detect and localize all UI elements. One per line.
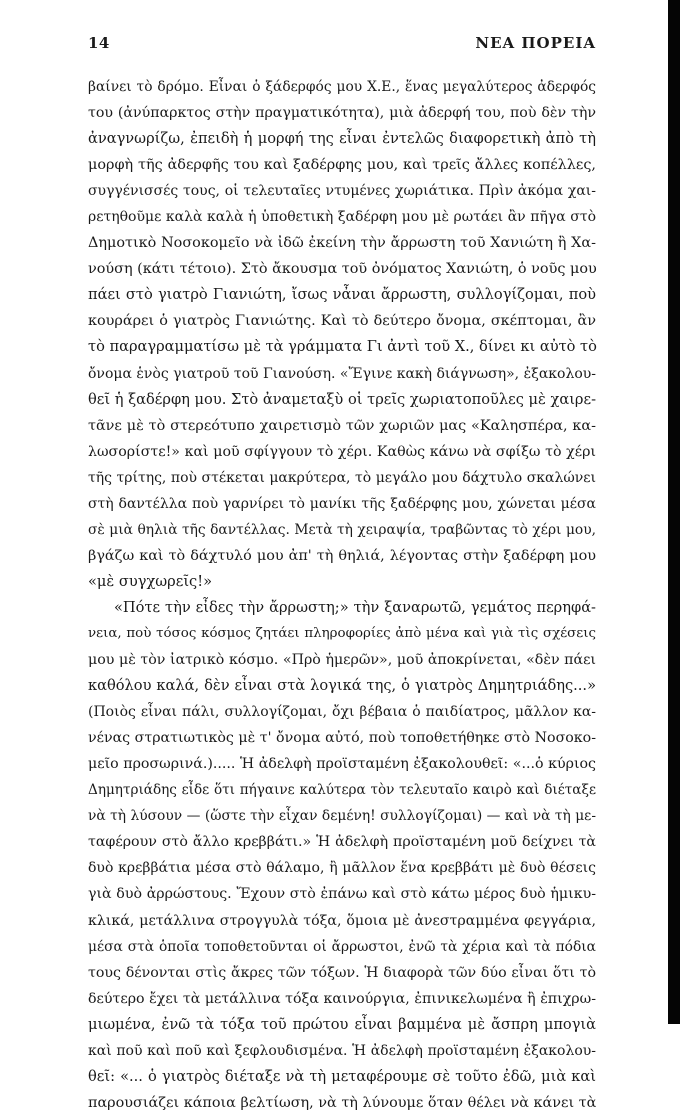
text-line: καὶ ποῦ καὶ ποῦ καὶ ξεφλουδισμένα. Ἡ ἀδελφὴ προϊσταμένη ἐξακολου-	[88, 1042, 596, 1059]
text-line: νούση (κάτι τέτοιο). Στὸ ἄκουσμα τοῦ ὀνόματος Χανιώτη, ὁ νοῦς μου	[88, 261, 597, 278]
text-line: πάει στὸ γιατρὸ Γιανιώτη, ἴσως νἆναι ἄρρωστη, συλλογίζομαι, ποὺ	[88, 286, 596, 304]
body-text	[88, 74, 596, 1116]
running-header	[88, 34, 596, 62]
text-line: στὴ δαντέλλα ποὺ γαρνίρει τὸ μανίκι τῆς ξαδέρφης μου, χώνεται μέσα	[88, 495, 596, 512]
text-line: μιωμένα, ἐνῶ τὰ τόξα τοῦ πρώτου εἶναι βαμμένα μὲ ἄσπρη μπογιὰ	[88, 1015, 596, 1033]
text-line: θεῖ ἡ ξαδέρφη μου. Στὸ ἀναμεταξὺ οἱ τρεῖς χωριατοποῦλες μὲ χαιρε-	[88, 390, 596, 408]
text-line: ἀναγνωρίζω, ἐπειδὴ ἡ μορφή της εἶναι ἐντελῶς διαφορετικὴ ἀπὸ τὴ	[88, 130, 596, 148]
text-line: του (ἀνύπαρκτος στὴν πραγματικότητα), μιὰ ἀδερφή του, ποὺ δὲν τὴν	[88, 105, 596, 122]
page-number: 14	[88, 34, 110, 52]
text-line: τους δένονται στὶς ἄκρες τῶν τόξων. Ἡ διαφορὰ τῶν δύο εἶναι ὅτι τὸ	[88, 964, 596, 981]
text-line: λωσορίστε!» καὶ μοῦ σφίγγουν τὸ χέρι. Καθὼς κάνω νὰ σφίξω τὸ χέρι	[88, 443, 596, 460]
text-line: Δημητριάδης εἶδε ὅτι πήγαινε καλύτερα τὸν τελευταῖο καιρὸ καὶ διέταξε	[88, 782, 596, 799]
text-line: δεύτερο ἔχει τὰ μετάλλινα τόξα καινούργια, ἐπινικελωμένα ἢ ἐπιχρω-	[88, 990, 596, 1007]
text-line: βαίνει τὸ δρόμο. Εἶναι ὁ ξάδερφός μου Χ.Ε., ἕνας μεγαλύτερος ἀδερφός	[88, 79, 596, 95]
text-line: νὰ τὴ λύσουν — (ὥστε τὴν εἶχαν δεμένη! συλλογίζομαι) — καὶ νὰ τὴ με-	[88, 808, 596, 825]
text-line: «Πότε τὴν εἶδες τὴν ἄρρωστη;» τὴν ξαναρωτῶ, γεμάτος περηφά-	[114, 598, 596, 616]
text-line: γιὰ δυὸ ἀρρώστους. Ἔχουν στὸ ἐπάνω καὶ στὸ κάτω μέρος δυὸ ἡμικυ-	[88, 886, 596, 903]
text-line: μεῖο προσωρινά.)..... Ἡ ἀδελφὴ προϊσταμένη ἐξακολουθεῖ: «...ὁ κύριος	[88, 756, 596, 773]
text-line: νένας στρατιωτικὸς μὲ τ' ὄνομα αὐτό, ποὺ τοποθετήθηκε στὸ Νοσοκο-	[88, 730, 596, 747]
text-line: κλικά, μετάλλινα στρογγυλὰ τόξα, ὅμοια μὲ ἀνεστραμμένα φεγγάρια,	[88, 912, 596, 929]
text-line: κουράρει ὁ γιατρὸς Γιανιώτης. Καὶ τὸ δεύτερο ὄνομα, σκέπτομαι, ἂν	[88, 313, 596, 330]
text-line: ταφέρουν στὸ ἄλλο κρεββάτι.» Ἡ ἀδελφὴ προϊσταμένη μοῦ δείχνει τὰ	[88, 834, 596, 851]
text-line: Δημοτικὸ Νοσοκομεῖο νὰ ἰδῶ ἐκείνη τὴν ἄρρωστη τοῦ Χανιώτη ἢ Χα-	[88, 235, 596, 252]
text-line: καθόλου καλά, δὲν εἶναι στὰ λογικά της, ὁ γιατρὸς Δημητριάδης...»	[88, 677, 596, 695]
scan-page-edge	[668, 0, 680, 1024]
text-line: μορφὴ τῆς ἀδερφῆς του καὶ ξαδέρφης μου, καὶ τρεῖς ἄλλες κοπέλλες,	[88, 157, 596, 174]
text-line: (Ποιὸς εἶναι πάλι, συλλογίζομαι, ὄχι βέβαια ὁ παιδίατρος, μᾶλλον κα-	[88, 704, 596, 721]
text-line: ὄνομα ἑνὸς γιατροῦ τοῦ Γιανούση. «Ἔγινε κακὴ διάγνωση», ἐξακολου-	[88, 365, 596, 382]
text-line: ρετηθοῦμε καλὰ καλὰ ἡ ὑποθετικὴ ξαδέρφη μου μὲ ρωτάει ἂν πῆγα στὸ	[88, 209, 596, 226]
text-line: μου μὲ τὸν ἰατρικὸ κόσμο. «Πρὸ ἡμερῶν», μοῦ ἀποκρίνεται, «δὲν πάει	[88, 652, 596, 669]
document-page	[88, 34, 596, 1116]
text-line: τᾶνε μὲ τὸ στερεότυπο χαιρετισμὸ τῶν χωριῶν μας «Καλησπέρα, κα-	[88, 417, 596, 434]
journal-title: ΝΕΑ ΠΟΡΕΙΑ	[475, 34, 596, 52]
text-line: τῆς τρίτης, ποὺ στέκεται μακρύτερα, τὸ μεγάλο μου δάχτυλο σκαλώνει	[88, 469, 596, 486]
text-line: τὸ παραγραμματίσω μὲ τὰ γράμματα Γι ἀντὶ τοῦ Χ., δίνει κι αὐτὸ τὸ	[88, 338, 597, 356]
text-line: μέσα στὰ ὁποῖα τοποθετοῦνται οἱ ἄρρωστοι, ἐνῶ τὰ χέρια καὶ τὰ πόδια	[88, 938, 596, 955]
text-line: θεῖ: «... ὁ γιατρὸς διέταξε νὰ τὴ μεταφέρουμε σὲ τοῦτο ἐδῶ, μιὰ καὶ	[88, 1067, 596, 1085]
text-line: νεια, ποὺ τόσος κόσμος ζητάει πληροφορίες ἀπὸ μένα καὶ γιὰ τὶς σχέσεις	[88, 625, 596, 641]
text-line: δυὸ κρεββάτια μέσα στὸ θάλαμο, ἢ μᾶλλον ἕνα κρεββάτι μὲ δυὸ θέσεις	[88, 860, 596, 877]
text-line: σὲ μιὰ θηλιὰ τῆς δαντέλλας. Μετὰ τὴ χειραψία, τραβῶντας τὸ χέρι μου,	[88, 521, 596, 538]
text-line: «μὲ συγχωρεῖς!»	[88, 572, 213, 590]
text-line: βγάζω καὶ τὸ δάχτυλό μου ἀπ' τὴ θηλιά, λέγοντας στὴν ξαδέρφη μου	[88, 547, 596, 564]
text-line: παρουσιάζει κάποια βελτίωση, νὰ τὴ λύνουμε ὅταν θέλει νὰ κάνει τὰ	[88, 1094, 597, 1111]
text-line: συγγένισσές τους, οἱ τελευταῖες ντυμένες χωριάτικα. Πρὶν ἀκόμα χαι-	[88, 183, 596, 200]
